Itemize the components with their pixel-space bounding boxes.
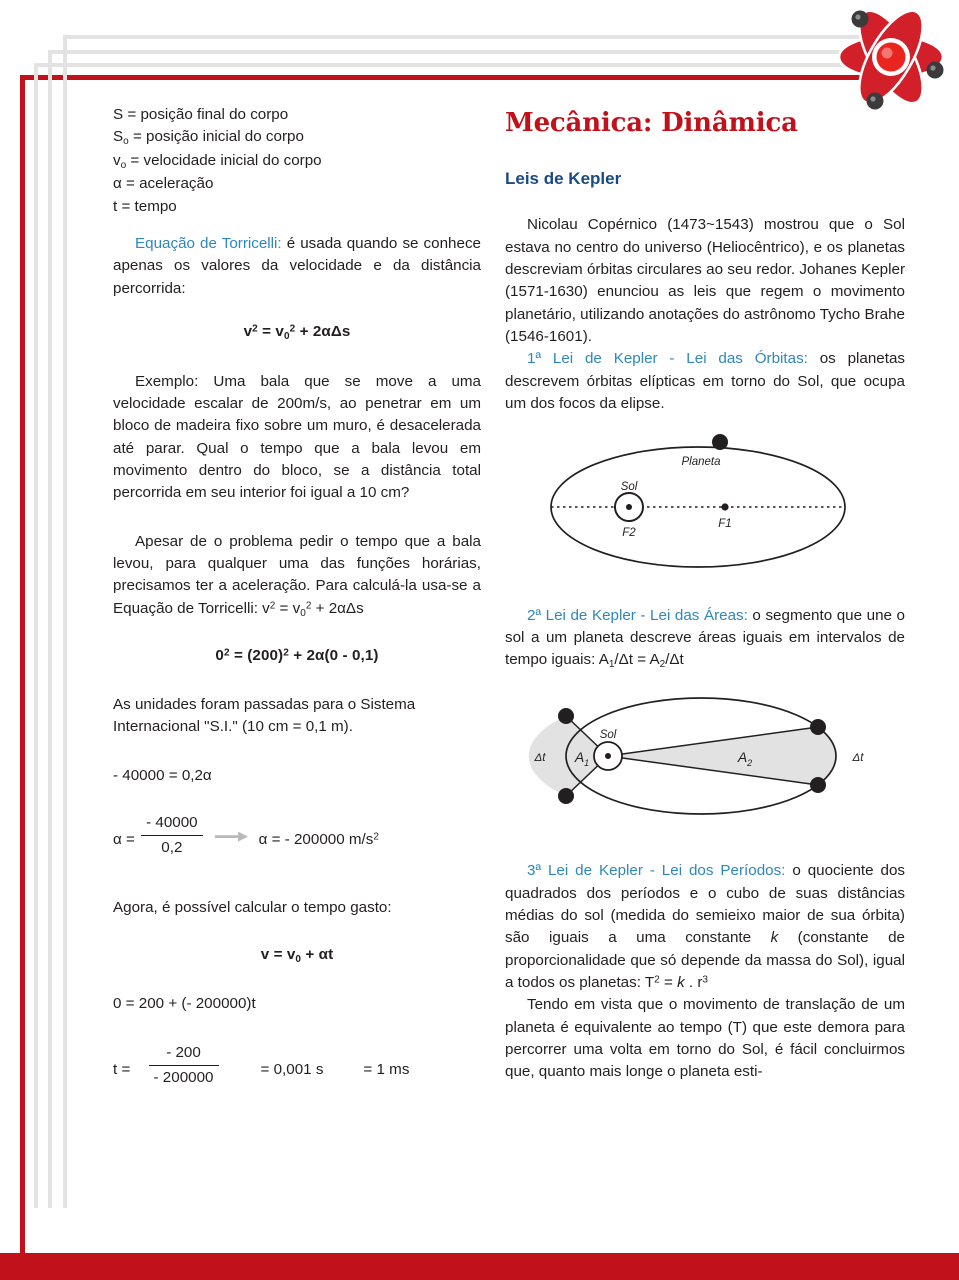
definition-symbol: t <box>113 197 118 215</box>
equation-torricelli: $v^2 = v_0^2 + 2\alpha\Delta s$ <box>243 323 351 342</box>
definition-line <box>113 196 481 218</box>
diagram1-label-f2: F2 <box>622 527 636 540</box>
final-paragraph: Tendo em vista que o movimento de translação de um planeta é equivalente ao tempo (T) que este demora para percorrer uma volta em torno do Sol, é fácil concluirmos que, quanto mais longe o planeta esti- <box>505 996 905 1081</box>
example-paragraph: Exemplo: Uma bala que se move a uma velocidade escalar de 200m/s, ao penetrar em um bloco de madeira fixo sobre um muro, é desacelerada até parar. Qual o tempo que a bala levou em movimento dentro do bloco, se a distância total percorrida em seu interior foi igual a 10 cm? <box>113 372 481 502</box>
kepler-second-law-diagram <box>505 689 905 846</box>
time-result-seconds: = 0,001 s <box>260 1060 324 1078</box>
law2-paragraph: 2ª Lei de Kepler - Lei das Áreas: o segmento que une o sol a um planeta descreve áreas iguais em intervalos de tempo iguais: $A_1/\Delta t = A_2/\Delta t$ <box>505 606 905 671</box>
definition-subscript: o <box>123 136 129 148</box>
equation-zero-line: 0 = 200 + (- 200000)t <box>113 995 256 1013</box>
definition-text: = tempo <box>117 197 177 215</box>
equation-alpha: α = $\frac{- 40000}{0,2}$ α = - 200000 $m/s^2$ <box>113 812 481 860</box>
definition-line <box>113 150 481 174</box>
definition-symbol: S <box>113 106 124 123</box>
equation-substituted: $0^2 = (200)^2 + 2\alpha(0 - 0,1)$ <box>215 647 379 665</box>
frame-line-gray-2 <box>48 50 906 54</box>
diagram2-label-a2: $A_2$ <box>737 748 753 768</box>
fraction-alpha: $\frac{- 40000}{0,2}$ <box>141 812 203 860</box>
law1-paragraph <box>505 348 905 415</box>
equation-40000: - 40000 = 0,2α <box>113 767 212 785</box>
diagram1-label-planeta: Planeta <box>681 456 721 469</box>
footer-bar <box>0 1253 959 1280</box>
frame-line-gray-v3 <box>34 63 38 1208</box>
diagram2-label-dt-left: Δt <box>534 751 546 764</box>
definition-text: = posição inicial do corpo <box>128 128 304 146</box>
frame-line-red-left <box>20 75 25 1253</box>
torricelli-paragraph <box>113 233 481 300</box>
law1-label: 1ª Lei de Kepler - Lei das Órbitas: <box>527 350 808 368</box>
agora-paragraph: Agora, é possível calcular o tempo gasto: <box>113 899 392 917</box>
law1-body: os planetas descrevem órbitas elípticas em torno do Sol, que ocupa um dos focos da elipse. <box>505 350 905 412</box>
fraction-time: $\frac{- 200}{- 200000}$ <box>149 1042 219 1090</box>
law3-label: 3ª Lei de Kepler - Lei dos Períodos: <box>527 862 786 880</box>
definition-symbol: v <box>113 151 121 169</box>
law3-paragraph: 3ª Lei de Kepler - Lei dos Períodos: o quociente dos quadrados dos períodos e o cubo de suas distâncias médias do sol (medida do semieixo maior de sua órbita) são iguais a uma constante k (constante de proporcionalidade que só depende da massa do Sol), igual a todos os planetas: $T^2 = k$ . $r^3$ <box>505 862 906 991</box>
arrow-right-icon <box>215 827 249 849</box>
kepler-first-law-diagram <box>505 429 905 588</box>
right-column <box>505 104 905 1084</box>
definition-text: = aceleração <box>121 175 214 193</box>
definition-text: = velocidade inicial do corpo <box>126 151 322 169</box>
definition-line <box>113 173 481 195</box>
definition-text: = posição final do corpo <box>123 106 289 123</box>
diagram1-label-sol: Sol <box>620 481 638 494</box>
equation-time: t = $\frac{- 200}{- 200000}$ = 0,001 s = 1 ms <box>113 1042 481 1090</box>
frame-line-gray-1 <box>63 35 893 39</box>
section-heading: Leis de Kepler <box>505 169 622 189</box>
frame-line-gray-v1 <box>63 35 67 1208</box>
frame-line-gray-v2 <box>48 50 52 1208</box>
units-paragraph: As unidades foram passadas para o Sistema Internacional "S.I." (10 cm = 0,1 m). <box>113 695 416 735</box>
frame-line-gray-3 <box>34 63 900 67</box>
page-title: Mecânica: Dinâmica <box>505 108 798 138</box>
frame-line-red-top <box>20 75 888 80</box>
definition-symbol: S <box>113 128 124 146</box>
definition-symbol: α <box>113 175 122 193</box>
time-result-ms: = 1 ms <box>363 1060 410 1078</box>
atom-logo <box>832 2 950 114</box>
torricelli-body: é usada quando se conhece apenas os valores da velocidade e da distância percorrida: <box>113 235 481 297</box>
left-column <box>113 104 481 1089</box>
law2-label: 2ª Lei de Kepler - Lei das Áreas: <box>527 606 748 624</box>
diagram2-label-a1: $A_1$ <box>574 748 590 768</box>
intro-paragraph: Nicolau Copérnico (1473~1543) mostrou que o Sol estava no centro do universo (Heliocêntrico), e os planetas descreviam órbitas circulares ao seu redor. Johanes Kepler (1571-1630) enunciou as leis que regem o movimento planetário, utilizando anotações do astrônomo Tycho Brahe (1546-1601). <box>505 216 905 345</box>
equation-velocity: $v = v_0 + \alpha t$ <box>260 945 334 965</box>
definition-line <box>113 104 481 126</box>
diagram2-label-dt-right: Δt <box>852 751 864 764</box>
diagram1-label-f1: F1 <box>718 518 732 531</box>
definition-subscript: o <box>120 159 127 171</box>
diagram2-label-sol: Sol <box>599 728 617 741</box>
acceleration-paragraph: Apesar de o problema pedir o tempo que a bala levou, para qualquer uma das funções horárias, precisamos ter a aceleração. Para calculá-la usa-se a Equação de Torricelli: $v^2 = v_0^2 + 2\alpha\Delta s$ <box>113 532 481 619</box>
definition-line <box>113 126 481 150</box>
torricelli-label: Equação de Torricelli: <box>135 235 282 253</box>
